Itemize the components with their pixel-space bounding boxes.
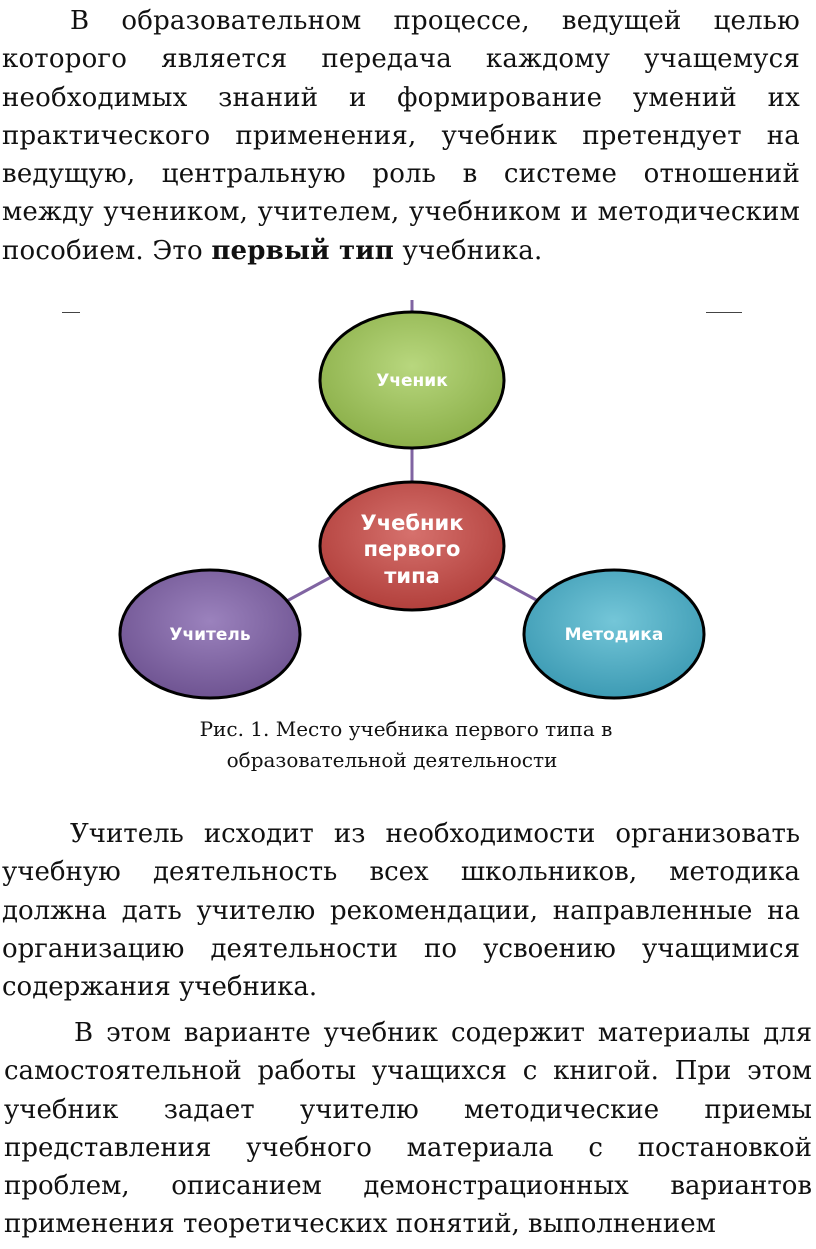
node-textbook-line3: типа: [384, 564, 440, 588]
node-textbook-line2: первого: [363, 537, 461, 561]
node-methodology: [524, 570, 704, 698]
paragraph-intro-end: учебника.: [393, 235, 543, 266]
paragraph-teacher: Учитель исходит из необходимости организовать учебную деятельность всех школьников, методика должна дать учителю рекомендации, направленные на организацию деятельности по усвоению учащимися содержания учебника.: [2, 819, 800, 1003]
paragraph-intro: [2, 2, 800, 270]
paragraph-intro-text: В образовательном процессе, ведущей целью которого является передача каждому учащемуся необходимых знаний и формирование умений их практического применения, учебник претендует на ведущую, центральную роль в системе отношений между учеником, учителем, учебником и методическим пособием. Это: [2, 6, 800, 266]
node-textbook: [320, 482, 504, 610]
node-textbook-line1: Учебник: [360, 511, 464, 535]
connector-right: [492, 576, 540, 602]
node-student-label: Ученик: [376, 371, 448, 391]
node-student: [320, 312, 504, 448]
node-teacher: [120, 570, 300, 698]
paragraph-variant: В этом варианте учебник содержит материалы для самостоятельной работы учащихся с книгой. При этом учебник задает учителю методические приемы представления учебного материала с постановкой проблем, описанием демонстрационных вариантов применения теоретических понятий, выполнением: [4, 1018, 812, 1240]
node-methodology-label: Методика: [564, 625, 664, 645]
figure-caption: [150, 714, 670, 776]
connector-left: [285, 576, 333, 602]
bold-term: первый тип: [211, 235, 394, 266]
node-teacher-label: Учитель: [169, 625, 251, 645]
caption-line1: Рис. 1. Место учебника первого типа в: [199, 717, 613, 741]
caption-line2: образовательной деятельности: [226, 748, 558, 772]
relationship-diagram: [0, 300, 816, 720]
